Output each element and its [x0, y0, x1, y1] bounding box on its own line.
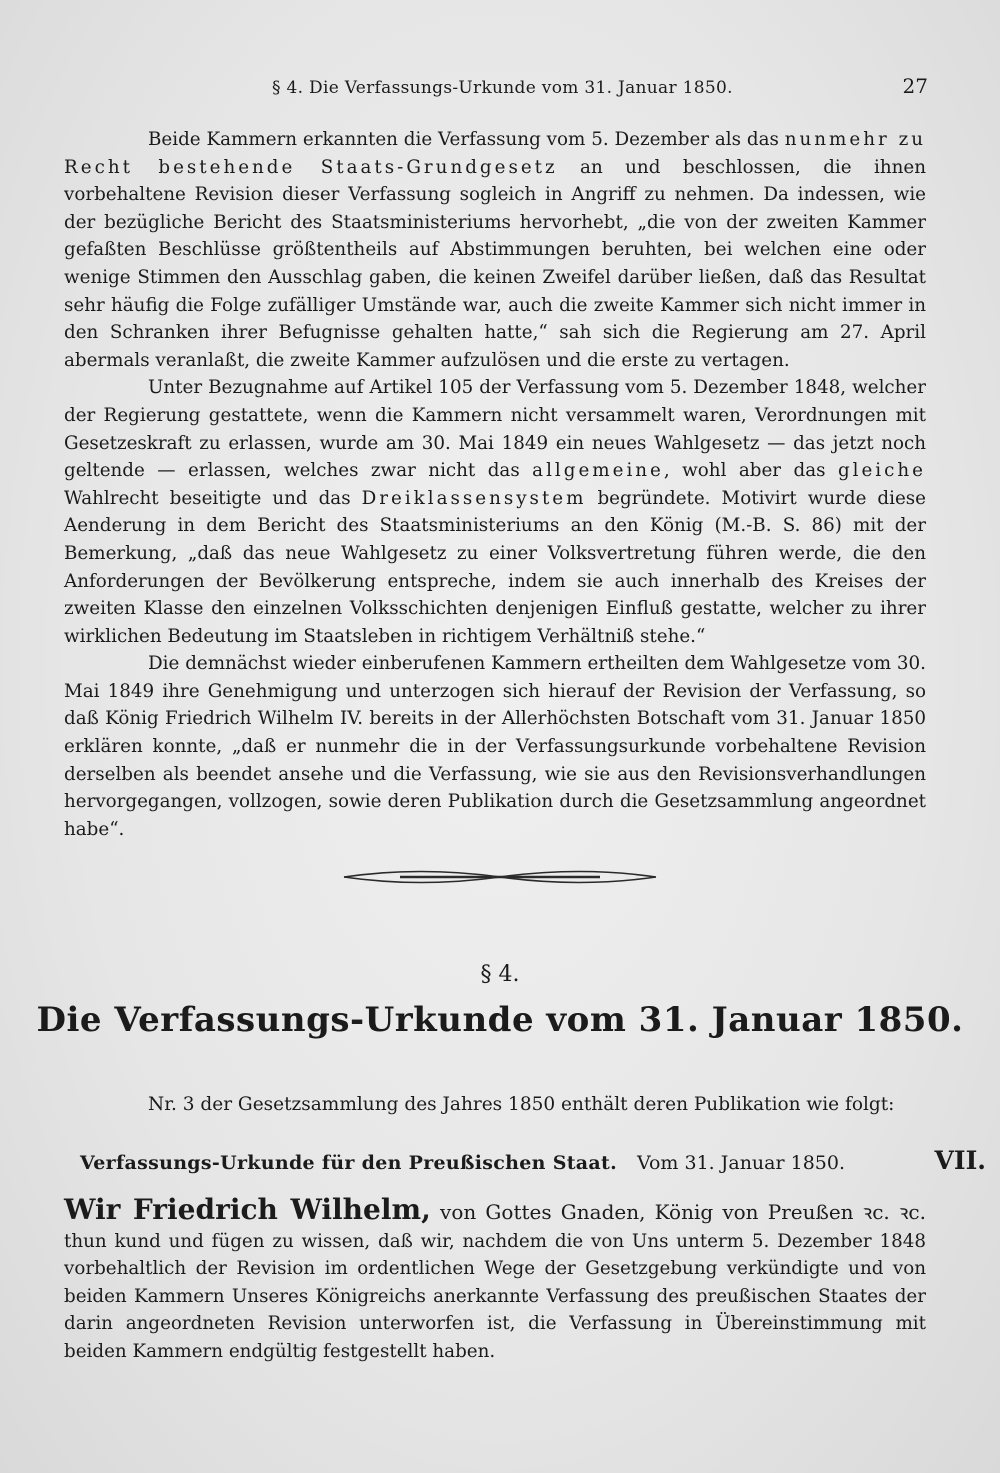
paragraph-2-emphasis-dreiklassensystem: Dreiklassensystem — [361, 487, 587, 509]
paragraph-2-emphasis-allgemeine: allgemeine — [532, 460, 664, 482]
preamble-lead: Wir Friedrich Wilhelm, — [64, 1193, 431, 1226]
paragraph-2-part-e: Wahlrecht beseitigte und das — [64, 487, 362, 509]
law-header — [80, 1146, 986, 1175]
ornament-divider — [340, 862, 660, 892]
paragraph-1-emphasis: nunmehr zu Recht bestehende Staats-Grundgesetz — [64, 129, 926, 178]
law-number: VII. — [934, 1146, 986, 1175]
paragraph-1 — [64, 126, 926, 374]
paragraph-1-part-c: an und beschlossen, die ihnen vorbehaltene Revision dieser Verfassung sogleich in Angriff zu nehmen. Da indessen, wie der bezügliche Bericht des Staatsministeriums hervorhebt, „die von der zweiten Kammer gefaßten Beschlüsse größtentheils auf Abstimmungen beruhten, bei welchen eine oder wenige Stimmen den Ausschlag gaben, die keinen Zweifel darüber ließen, daß das Resultat sehr häufig die Folge zufälliger Umstände war, auch die zweite Kammer sich nicht immer in den Schranken ihrer Befugnisse gehalten hatte,“ sah sich die Regierung am 27. April abermals veranlaßt, die zweite Kammer aufzulösen und die erste zu vertagen. — [64, 156, 926, 371]
preamble-title: von Gottes Gnaden, König von Preußen ꝛc. ꝛc. — [430, 1200, 926, 1224]
preamble — [64, 1193, 926, 1366]
paragraph-1-part-a: Beide Kammern erkannten die Verfassung vom 5. Dezember als das — [148, 129, 785, 150]
paragraph-2 — [64, 374, 926, 650]
page-number: 27 — [902, 74, 928, 98]
running-head: § 4. Die Verfassungs-Urkunde vom 31. Januar 1850. — [272, 78, 733, 98]
paragraph-2-part-c: , wohl aber das — [663, 460, 838, 482]
paragraph-2-part-g: begründete. Motivirt wurde diese Aenderung in dem Bericht des Staatsministeriums an den König (M.-B. S. 86) mit der Bemerkung, „daß das neue Wahlgesetz zu einer Volksvertretung führen werde, die den Anforderungen der Bevölkerung entspreche, indem sie auch innerhalb des Kreises der zweiten Klasse den einzelnen Volksschichten denjenigen Einfluß gestatte, welcher zu ihrer wirklichen Bedeutung im Staatsleben in richtigem Verhältniß stehe.“ — [64, 487, 926, 647]
section-title: Die Verfassungs-Urkunde vom 31. Januar 1850. — [36, 1000, 964, 1040]
body-text — [64, 126, 926, 843]
paragraph-2-part-a: Unter Bezugnahme auf Artikel 105 der Verfassung vom 5. Dezember 1848, welcher der Regierung gestattete, wenn die Kammern nicht versammelt waren, Verordnungen mit Gesetzeskraft zu erlassen, wurde am 30. Mai 1849 ein neues Wahlgesetz — das jetzt noch geltende — erlassen, welches zwar nicht das — [64, 377, 926, 482]
paragraph-3: Die demnächst wieder einberufenen Kammern ertheilten dem Wahlgesetze vom 30. Mai 1849 ihre Genehmigung und unterzogen sich hierauf der Revision der Verfassung, so daß König Friedrich Wilhelm IV. bereits in der Allerhöchsten Botschaft vom 31. Januar 1850 erklären konnte, „daß er nunmehr die in der Verfassungsurkunde vorbehaltene Revision derselben als beendet ansehe und die Verfassung, wie sie aus den Revisionsverhandlungen hervorgegangen, vollzogen, sowie deren Publikation durch die Gesetzsammlung angeordnet habe“. — [64, 653, 926, 840]
preamble-text: thun kund und fügen zu wissen, daß wir, nachdem die von Uns unterm 5. Dezember 1848 vorbehaltlich der Revision im ordentlichen Wege der Gesetzgebung verkündigte und von beiden Kammern Unseres Königreichs anerkannte Verfassung des preußischen Staates der darin angeordneten Revision unterworfen ist, die Verfassung in Übereinstimmung mit beiden Kammern endgültig festgestellt haben. — [64, 1230, 926, 1362]
law-title: Verfassungs-Urkunde für den Preußischen Staat. — [80, 1152, 618, 1174]
paragraph-2-emphasis-gleiche: gleiche — [837, 460, 926, 482]
law-date: Vom 31. Januar 1850. — [637, 1152, 846, 1174]
intro-line: Nr. 3 der Gesetzsammlung des Jahres 1850 enthält deren Publikation wie folgt: — [148, 1094, 895, 1115]
section-mark: § 4. — [480, 962, 520, 987]
